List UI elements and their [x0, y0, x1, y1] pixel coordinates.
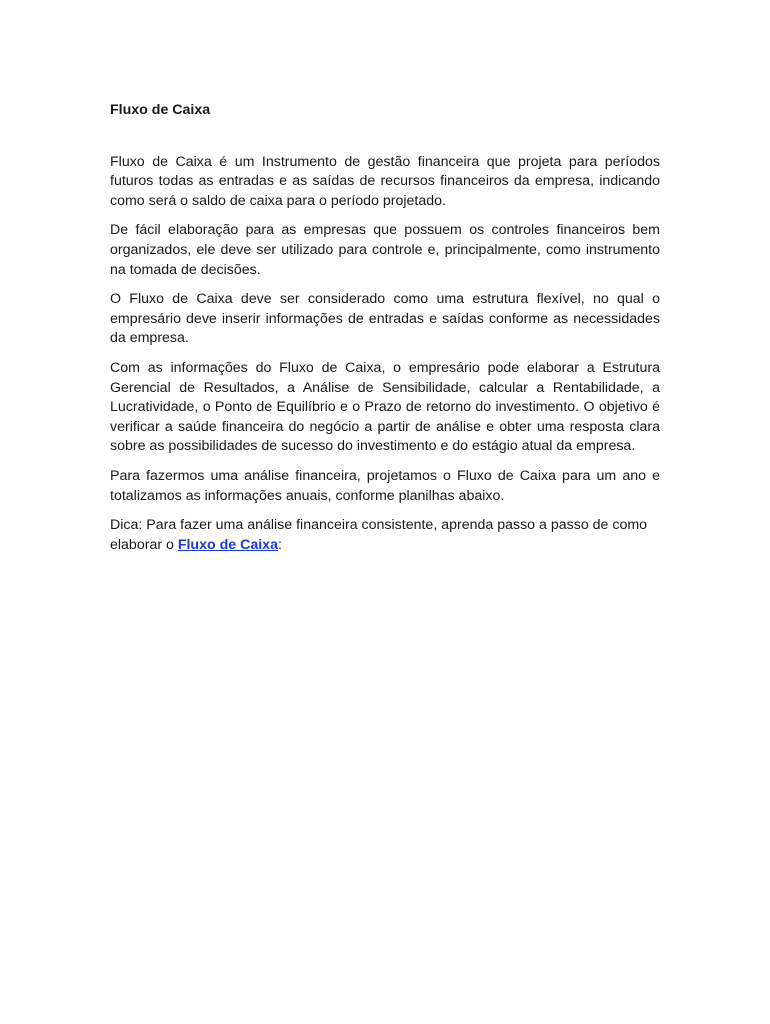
paragraph-tip: [110, 516, 660, 555]
tip-suffix: :: [277, 536, 282, 553]
document-title: Fluxo de Caixa: [110, 102, 211, 118]
tip-text: Dica: Para fazer uma análise financeira consistente, aprenda passo a passo de como elaborar o: [110, 517, 648, 553]
fluxo-de-caixa-link[interactable]: Fluxo de Caixa: [177, 536, 278, 553]
paragraph-projection: Para fazermos uma análise financeira, projetamos o Fluxo de Caixa para um ano e totalizamos as informações anuais, conforme planilhas abaixo.: [110, 467, 660, 504]
paragraph-analysis: Com as informações do Fluxo de Caixa, o empresário pode elaborar a Estrutura Gerencial de Resultados, a Análise de Sensibilidade, calcular a Rentabilidade, a Lucratividade, o Ponto de Equilíbrio e o Prazo de retorno do investimento. O objetivo é verificar a saúde financeira do negócio a partir de análise e obter uma resposta clara sobre as possibilidades de sucesso do investimento e do estágio atual da empresa.: [110, 359, 660, 455]
paragraph-flexibility: O Fluxo de Caixa deve ser considerado como uma estrutura flexível, no qual o empresário deve inserir informações de entradas e saídas conforme as necessidades da empresa.: [110, 291, 660, 347]
paragraph-elaboration: De fácil elaboração para as empresas que possuem os controles financeiros bem organizados, ele deve ser utilizado para controle e, principalmente, como instrumento na tomada de decisões.: [110, 222, 660, 278]
paragraph-definition: Fluxo de Caixa é um Instrumento de gestão financeira que projeta para períodos futuros todas as entradas e as saídas de recursos financeiros da empresa, indicando como será o saldo de caixa para o período projetado.: [110, 153, 660, 209]
document-body: [110, 101, 660, 565]
